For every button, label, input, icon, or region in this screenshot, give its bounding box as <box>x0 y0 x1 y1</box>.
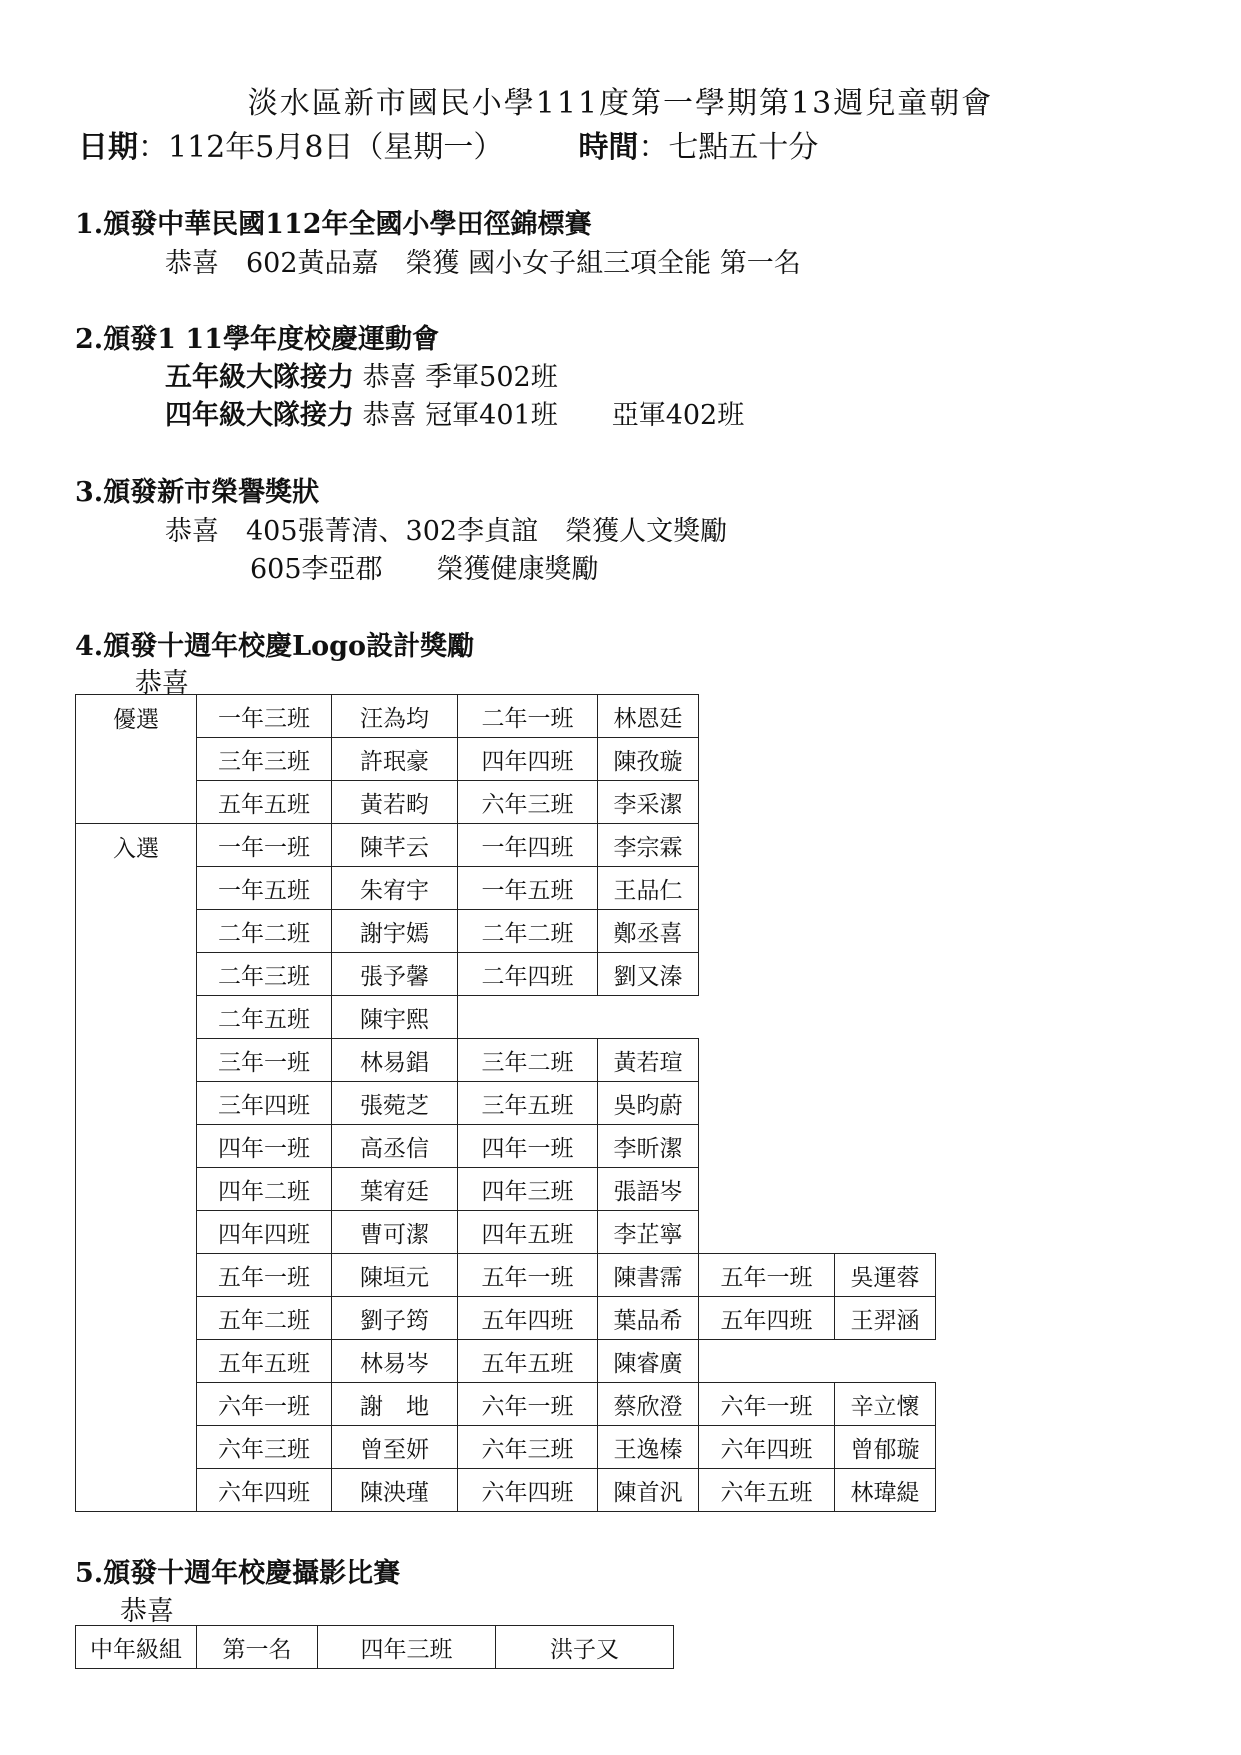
empty-cell <box>835 1168 936 1211</box>
table-cell: 六年三班 <box>197 1426 332 1469</box>
table-cell: 五年一班 <box>197 1254 332 1297</box>
empty-cell <box>835 910 936 953</box>
table-cell: 陳垣元 <box>332 1254 458 1297</box>
fourth-grade-relay-label: 四年級大隊接力 <box>165 400 354 431</box>
table-cell: 一年三班 <box>197 695 332 738</box>
date-time-line <box>78 122 818 166</box>
table-row <box>76 1383 936 1426</box>
empty-cell <box>835 738 936 781</box>
table-cell: 朱宥宇 <box>332 867 458 910</box>
table-cell: 六年三班 <box>458 781 598 824</box>
empty-cell <box>699 1340 835 1383</box>
table-cell: 六年五班 <box>699 1469 835 1512</box>
table-cell: 六年四班 <box>699 1426 835 1469</box>
category-excellent: 優選 <box>76 695 197 824</box>
table-cell: 五年五班 <box>197 1340 332 1383</box>
empty-cell <box>699 738 835 781</box>
photo-award-table <box>75 1625 674 1669</box>
empty-cell <box>699 953 835 996</box>
empty-cell <box>699 824 835 867</box>
table-cell: 中年級組 <box>76 1626 197 1669</box>
table-cell: 二年四班 <box>458 953 598 996</box>
table-cell: 辛立懷 <box>835 1383 936 1426</box>
table-cell: 三年五班 <box>458 1082 598 1125</box>
empty-cell <box>835 1340 936 1383</box>
empty-cell <box>699 1039 835 1082</box>
table-cell: 李芷寧 <box>598 1211 699 1254</box>
table-cell: 四年三班 <box>458 1168 598 1211</box>
logo-award-table <box>75 694 936 1512</box>
table-cell: 葉品希 <box>598 1297 699 1340</box>
table-cell: 洪子又 <box>496 1626 674 1669</box>
table-cell: 吳昀蔚 <box>598 1082 699 1125</box>
table-cell: 吳運蓉 <box>835 1254 936 1297</box>
empty-cell <box>699 781 835 824</box>
empty-cell <box>699 910 835 953</box>
table-cell: 李宗霖 <box>598 824 699 867</box>
section-1-line: 恭喜 602黃品嘉 榮獲 國小女子組三項全能 第一名 <box>165 248 801 279</box>
table-row <box>76 1168 936 1211</box>
table-cell: 三年三班 <box>197 738 332 781</box>
table-cell: 陳首汎 <box>598 1469 699 1512</box>
table-cell: 曹可潔 <box>332 1211 458 1254</box>
empty-cell <box>598 996 699 1039</box>
table-cell: 五年五班 <box>197 781 332 824</box>
table-cell: 李昕潔 <box>598 1125 699 1168</box>
table-row <box>76 1082 936 1125</box>
table-cell: 四年五班 <box>458 1211 598 1254</box>
empty-cell <box>835 1125 936 1168</box>
empty-cell <box>699 1168 835 1211</box>
table-cell: 汪為均 <box>332 695 458 738</box>
table-cell: 三年一班 <box>197 1039 332 1082</box>
table-cell: 六年一班 <box>699 1383 835 1426</box>
table-cell: 黃若瑄 <box>598 1039 699 1082</box>
table-row <box>76 996 936 1039</box>
empty-cell <box>835 996 936 1039</box>
section-2-row-2 <box>165 393 744 432</box>
empty-cell <box>835 695 936 738</box>
table-cell: 二年三班 <box>197 953 332 996</box>
empty-cell <box>835 781 936 824</box>
table-row <box>76 781 936 824</box>
table-cell: 謝宇嫣 <box>332 910 458 953</box>
section-3-line-2: 605李亞郡 榮獲健康獎勵 <box>250 554 599 585</box>
table-row <box>76 910 936 953</box>
fifth-grade-relay-text: 恭喜 季軍502班 <box>354 362 558 393</box>
section-5-congrats: 恭喜 <box>120 1596 174 1627</box>
category-selected: 入選 <box>76 824 197 1512</box>
table-cell: 五年一班 <box>458 1254 598 1297</box>
table-cell: 蔡欣澄 <box>598 1383 699 1426</box>
table-cell: 四年一班 <box>197 1125 332 1168</box>
date-value: ：112年5月8日（星期一） <box>138 130 489 165</box>
section-5-heading: 5.頒發十週年校慶攝影比賽 <box>75 1558 401 1589</box>
table-cell: 陳書霈 <box>598 1254 699 1297</box>
table-cell: 第一名 <box>197 1626 318 1669</box>
table-row <box>76 1340 936 1383</box>
empty-cell <box>835 867 936 910</box>
table-cell: 六年一班 <box>458 1383 598 1426</box>
table-cell: 四年二班 <box>197 1168 332 1211</box>
table-row <box>76 1125 936 1168</box>
table-cell: 五年四班 <box>699 1297 835 1340</box>
page-title: 淡水區新市國民小學111度第一學期第13週兒童朝會 <box>247 86 994 121</box>
table-cell: 四年四班 <box>197 1211 332 1254</box>
section-4-congrats: 恭喜 <box>135 668 189 699</box>
table-cell: 二年五班 <box>197 996 332 1039</box>
table-row <box>76 1297 936 1340</box>
table-cell: 鄭丞喜 <box>598 910 699 953</box>
table-row <box>76 1626 674 1669</box>
table-row <box>76 695 936 738</box>
table-cell: 四年三班 <box>318 1626 496 1669</box>
section-2-heading: 2.頒發1 11學年度校慶運動會 <box>75 324 439 355</box>
table-row <box>76 1426 936 1469</box>
table-cell: 一年一班 <box>197 824 332 867</box>
table-cell: 王逸榛 <box>598 1426 699 1469</box>
fourth-grade-relay-text: 恭喜 冠軍401班 亞軍402班 <box>354 400 745 431</box>
table-cell: 李采潔 <box>598 781 699 824</box>
table-cell: 曾至妍 <box>332 1426 458 1469</box>
table-cell: 劉又溱 <box>598 953 699 996</box>
empty-cell <box>458 996 598 1039</box>
empty-cell <box>835 953 936 996</box>
table-cell: 二年二班 <box>458 910 598 953</box>
table-cell: 五年四班 <box>458 1297 598 1340</box>
table-cell: 林恩廷 <box>598 695 699 738</box>
table-cell: 曾郁璇 <box>835 1426 936 1469</box>
table-cell: 黃若畇 <box>332 781 458 824</box>
table-cell: 王品仁 <box>598 867 699 910</box>
table-row <box>76 1469 936 1512</box>
fifth-grade-relay-label: 五年級大隊接力 <box>165 362 354 393</box>
table-cell: 三年四班 <box>197 1082 332 1125</box>
section-4-heading: 4.頒發十週年校慶Logo設計獎勵 <box>75 631 475 662</box>
empty-cell <box>835 824 936 867</box>
table-cell: 王羿涵 <box>835 1297 936 1340</box>
table-cell: 一年四班 <box>458 824 598 867</box>
table-cell: 五年二班 <box>197 1297 332 1340</box>
table-cell: 陳宇熙 <box>332 996 458 1039</box>
empty-cell <box>835 1082 936 1125</box>
table-cell: 陳芊云 <box>332 824 458 867</box>
table-cell: 一年五班 <box>458 867 598 910</box>
table-cell: 六年四班 <box>197 1469 332 1512</box>
table-cell: 高丞信 <box>332 1125 458 1168</box>
table-row <box>76 1211 936 1254</box>
table-cell: 陳孜璇 <box>598 738 699 781</box>
table-cell: 五年一班 <box>699 1254 835 1297</box>
table-cell: 葉宥廷 <box>332 1168 458 1211</box>
table-cell: 六年三班 <box>458 1426 598 1469</box>
table-row <box>76 867 936 910</box>
table-row <box>76 1254 936 1297</box>
table-cell: 陳睿廣 <box>598 1340 699 1383</box>
section-3-heading: 3.頒發新市榮譽獎狀 <box>75 477 320 508</box>
empty-cell <box>699 867 835 910</box>
table-cell: 謝 地 <box>332 1383 458 1426</box>
table-cell: 林易岑 <box>332 1340 458 1383</box>
table-row <box>76 953 936 996</box>
table-cell: 二年二班 <box>197 910 332 953</box>
empty-cell <box>835 1211 936 1254</box>
table-cell: 六年一班 <box>197 1383 332 1426</box>
table-cell: 許珉豪 <box>332 738 458 781</box>
empty-cell <box>699 1211 835 1254</box>
time-label: 時間 <box>578 130 639 165</box>
table-cell: 陳泱瑾 <box>332 1469 458 1512</box>
table-row <box>76 824 936 867</box>
table-cell: 劉子筠 <box>332 1297 458 1340</box>
date-label: 日期 <box>78 130 138 165</box>
table-cell: 三年二班 <box>458 1039 598 1082</box>
empty-cell <box>699 996 835 1039</box>
time-value: ：七點五十分 <box>638 130 819 165</box>
table-cell: 張菀芝 <box>332 1082 458 1125</box>
empty-cell <box>835 1039 936 1082</box>
section-2-row-1 <box>165 355 558 394</box>
table-cell: 四年四班 <box>458 738 598 781</box>
table-cell: 一年五班 <box>197 867 332 910</box>
table-row <box>76 738 936 781</box>
table-cell: 林瑋緹 <box>835 1469 936 1512</box>
table-cell: 六年四班 <box>458 1469 598 1512</box>
table-cell: 張予馨 <box>332 953 458 996</box>
empty-cell <box>699 1082 835 1125</box>
section-1-heading: 1.頒發中華民國112年全國小學田徑錦標賽 <box>75 209 592 240</box>
table-cell: 二年一班 <box>458 695 598 738</box>
table-cell: 林易錩 <box>332 1039 458 1082</box>
logo-award-table-body <box>76 695 936 1512</box>
section-3-line-1: 恭喜 405張菁清、302李貞誼 榮獲人文獎勵 <box>165 516 728 547</box>
table-row <box>76 1039 936 1082</box>
table-cell: 張語岑 <box>598 1168 699 1211</box>
table-cell: 五年五班 <box>458 1340 598 1383</box>
empty-cell <box>699 695 835 738</box>
table-cell: 四年一班 <box>458 1125 598 1168</box>
empty-cell <box>699 1125 835 1168</box>
